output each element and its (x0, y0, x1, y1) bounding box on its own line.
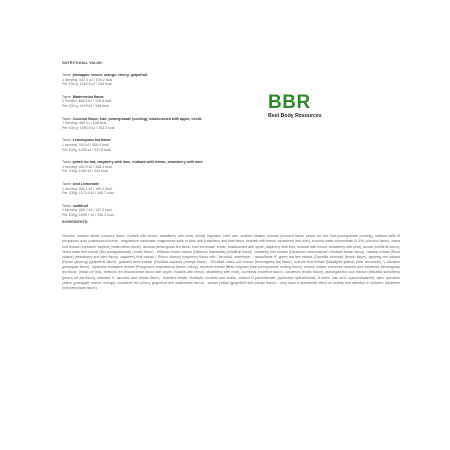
serving-value: 1 Portion: 465.6 kJ / 109.6 kcal (62, 99, 112, 104)
per-100g-value: Per 100g: 1435 kJ / 337.6 kcal (62, 147, 111, 152)
nutrition-document (62, 61, 402, 291)
serving-value: 1 serving: 452 kJ / 106.4 kcal (62, 142, 109, 147)
flavor-label: Taste: (62, 116, 73, 121)
flavor-label: Taste: (62, 160, 73, 165)
flavor-name: multifruit (72, 203, 89, 208)
flavor-name: Coconut flavor, kiwi, pomegranate (cooling), blackcurrant with apple, exotic (72, 116, 202, 121)
per-100g-value: Per 100 g: 1479 kJ / 348 kcal (62, 103, 109, 108)
flavor-label: Taste: (62, 94, 73, 99)
serving-value: 1 Serving: 455 kJ / 108 kcal (62, 121, 107, 126)
serving-value: 1 serving: 464.1 kJ / 109.2 kcal (62, 186, 112, 191)
flavor-label: Taste: (62, 203, 73, 208)
flavor-list (62, 73, 402, 217)
per-100g-value: Per 100 g: 1419.4 kJ / 334 kcal (62, 82, 112, 87)
flavor-entry (62, 160, 402, 174)
flavor-entry (62, 117, 402, 131)
flavor-name: Watermelon flavor (72, 94, 104, 99)
flavor-label: Taste: (62, 73, 73, 77)
flavor-entry (62, 204, 402, 218)
flavor-name: peach ice tea, raspberry with lime, rhubarb with lemon, strawberry with mint (72, 160, 203, 165)
serving-value: 1 serving: 460.5 kJ / 108.4 kcal (62, 164, 112, 169)
logo-subtitle: Best Body Resources (268, 113, 322, 119)
flavor-entry (62, 95, 402, 109)
flavor-name: pineapple, lemon, orange, cherry, grapefruit (72, 73, 148, 77)
flavor-entry (62, 73, 402, 87)
flavor-entry (62, 138, 402, 152)
flavor-label: Taste: (62, 181, 73, 186)
flavor-label: Taste: (62, 138, 73, 143)
bbr-logo (268, 93, 350, 120)
flavor-name: Iced Lemonade (72, 181, 99, 186)
logo-letters: BBR (268, 92, 311, 113)
flavor-entry (62, 182, 402, 196)
per-100g-value: Per 100g: 1462 kJ / 344 kcal (62, 169, 108, 174)
ingredients-text: Glucose, sodium citrate (coconut flavor, rhubarb with lemon, strawberry with mint), acidity regulator: citric acid, sodium citrates, aromas (coconut flavor, peach ice tea, kiwi-pomegranate (cooling), calcium salts of phosphoric acid, potassium chloride , magnesium carbonate, magnesium salts of citric acid (raspberry and lime flavor, rhubarb with lemon, strawberry and mint), coconut water concentrate (0.3%) (coconut flavor), maca root extract (Lepidium meyenii) (watermelon flavor), aromas (lemongrass tea flavor, Iced lemonade, exotic, blackcurrant with apple, raspberry with lime, rhubarb with lemon, strawberry with mint), aroma (multifruit flavor), Yerba mate leaf extract (Ilex paraguariensis) (exotic flavor) , Hibiscus flower extract (Hibiscus Sabdariffa) (multifruit flavor), cranberry fruit extract (Vaccinium macrocarpon) (rhubarb lemon flavor), rosehip extract (Rosa canina) (strawberry and mint flavor), raspberry fruit extract ( Rubus Idaeus) (raspberry flavor with l limonka), sweetener – acesulfame K, green tea leaf extract (Camellia sinensis) (lemon flavor), ginseng root extract (Panax ginseng) (grapefruit flavor), guarana seed extract (Paullinia cupana) (orange flavor) , Rhodiola rosea root extract (lemongrass tea flavor), acerola fruit extract (Malpighia glabra) (iced lemonade), L-carnitine (pineapple flavor), Japanese knotweed extract (Polygonum cuspidatum) (flavor cherry), beetroot extract (Beta vulgaris) (kiwi-pomegranate cooling flavor), aroma, colors: ammonia caramel and carotenes (lemongrass tea flavor, peach ice tea), beetroot red (blackcurrant flavor with apple, rhubarb with lemon, strawberry with mint), cochineal (multifruit flavor), carotenes (exotic flavor), ashwagandha root extract (Withania somnifera) (peach ice tea flavor), vitamins: E, ascorbic acid (exotic flavor) , thiamine nitrate, riboflavin, nicotinic acid amide, calcium D-pantothenate, pyridoxine hydrochloride, D-biotin, folic acid, cyanocobalamin), dyes: quinoline yellow (pineapple, lemon, orange), cochineal red (cherry, grapefruit and watermelon flavor) , sunset yellow (grapefruit and orange flavor) – may have a detrimental effect on activity and attention in children, disulfan/e (iced lemonade flavor). (62, 234, 400, 290)
per-100g-value: Per 100 g: 1450.6 kJ / 343.2 kcal (62, 125, 115, 130)
flavor-name: Lemongrass tea flavor (72, 138, 111, 143)
nutritional-value-heading: NUTRITIONAL VALUE: (62, 61, 104, 65)
serving-value: 1 serving: 455.7 kJ / 107.2 kcal (62, 208, 112, 213)
per-100g-value: Per 100g: 1473.4 kJ / 346.7 kcal (62, 191, 114, 196)
per-100g-value: Per 100g: 1446.7 kJ / 340.4 kcal (62, 212, 114, 217)
ingredients-heading: INGREDIENTS: (62, 220, 89, 225)
serving-value: 1 Serving: 447.1 kJ / 105.2 kcal (62, 77, 113, 82)
